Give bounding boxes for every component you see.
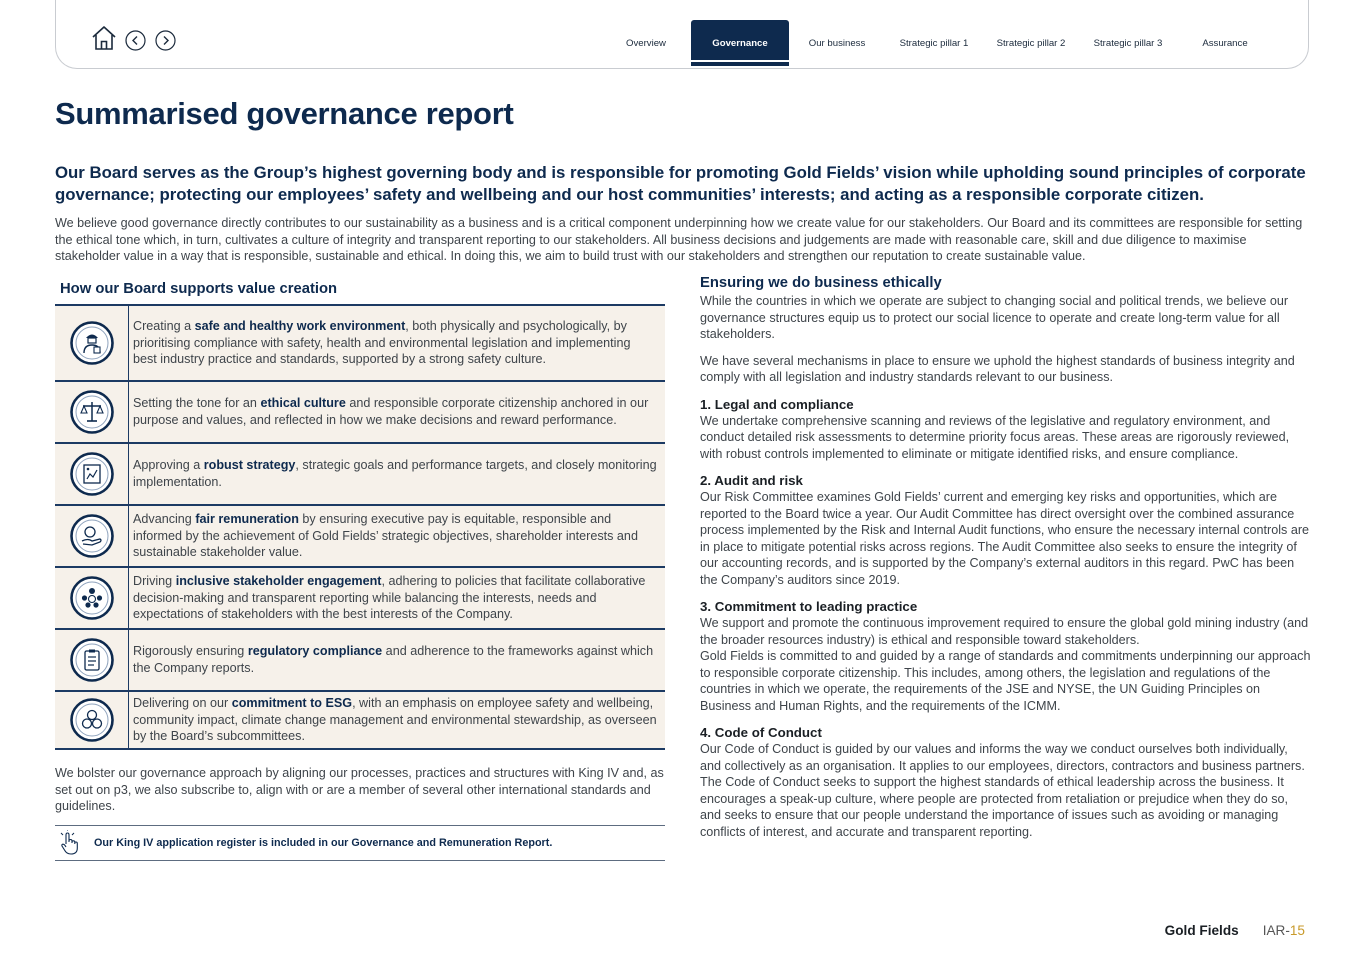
value-row-pre: Advancing [133,511,196,526]
clipboard-checklist-icon [70,638,114,682]
footer-report-prefix: IAR- [1262,923,1290,938]
ethics-heading: Ensuring we do business ethically [700,275,942,291]
footer-brand: Gold Fields [1164,923,1239,938]
section-title-audit: 2. Audit and risk [700,473,803,488]
value-row-highlight: commitment to ESG [231,695,353,710]
value-row-pre: Approving a [133,458,204,473]
page-number: 15 [1289,923,1305,938]
value-row-pre: Creating a [133,318,195,333]
ethics-paragraph-2: We have several mechanisms in place to ensure we uphold the highest standards of business integrity and comply with all legislation and industry standards relevant to our business. [700,353,1295,384]
tab-strategic-pillar-1[interactable]: Strategic pillar 1 [899,37,969,49]
intro-paragraph: We believe good governance directly contributes to our sustainability as a business and is a critical component underpinning how we create value for our stakeholders. Our Board and its committees are responsible for setting the ethical tone which, in turn, cultivates a culture of integrity and transparent reporting to our stakeholders. All business decisions and judgements are made with reasonable care, skill and due diligence to maximise stakeholder value in a way that is responsible, sustainable and ethical. In doing this, we aim to build trust with our stakeholders and strengthen our reputation to create sustainable value. [55,216,1303,263]
safety-worker-icon [70,321,114,365]
value-row-icon-cell [55,506,129,566]
tab-assurance[interactable]: Assurance [1202,37,1248,49]
tab-strategic-pillar-2[interactable]: Strategic pillar 2 [996,37,1066,49]
value-row-text [129,382,665,442]
value-row-text [129,444,665,504]
value-row-icon-cell [55,692,129,748]
value-row-highlight: ethical culture [260,396,346,411]
tab-overview[interactable]: Overview [626,37,666,49]
value-row [55,444,665,506]
strategy-board-icon [70,452,114,496]
section-body-leading-practice: We support and promote the continuous improvement required to ensure the global gold mining industry (and the broader resources industry) is ethical and responsible toward stakeholders. [700,616,1309,647]
value-row-post: , with an emphasis on employee safety and wellbeing, community impact, climate change management and environmental stewardship, as overseen by the Board’s subcommittees. [133,695,657,744]
ethics-section [700,274,1312,840]
value-row [55,568,665,630]
king-iv-note[interactable] [55,825,665,861]
page-title: Summarised governance report [55,96,514,131]
value-row-icon-cell [55,306,129,380]
value-row-text [129,630,665,690]
top-navigation [55,0,1309,69]
value-row [55,630,665,692]
tab-our-business[interactable]: Our business [808,37,866,49]
value-row [55,506,665,568]
value-row-highlight: inclusive stakeholder engagement [175,573,382,588]
hand-pointer-icon [57,830,81,856]
page-footer [1165,923,1305,938]
section-body-audit: Our Risk Committee examines Gold Fields’ current and emerging key risks and opportunities, which are reported to the Board twice a year. Our Audit Committee has direct oversight over the combined assurance process implemented by the Risk and Internal Audit functions, who ensure the necessary internal controls are in place to mitigate potential risks across regions. The Audit Committee also seeks to ensure the integrity of our accounting records, and is supported by the Company’s external auditors in this regard. PwC has been the Company’s auditors since 2019. [700,490,1310,587]
value-row [55,692,665,750]
value-row-highlight: fair remuneration [195,511,299,526]
value-row-text [129,506,665,566]
section-body-code-of-conduct: Our Code of Conduct is guided by our values and informs the way we conduct ourselves both individually, and collectively as an organisation. It applies to our employees, directors, contractors and business partners. The Code of Conduct seeks to support the highest standards of ethical leadership across the business. It encourages a speak-up culture, where people are protected from retaliation or prejudice when they do so, and seeks to ensure that our people understand the importance of issues such as avoiding or managing conflicts of interest, and accurate and transparent reporting. [700,742,1305,839]
value-row-pre: Rigorously ensuring [133,644,248,659]
value-row-icon-cell [55,568,129,628]
esg-icon [70,698,114,742]
value-row [55,306,665,382]
value-row-post: , strategic goals and performance targets, and closely monitoring implementation. [133,458,657,489]
value-creation-table [55,304,665,750]
value-row [55,382,665,444]
value-row-text [129,568,665,628]
section-body-leading-practice-2: Gold Fields is committed to and guided by a range of standards and commitments underpinning our approach to responsible corporate citizenship. This includes, among others, the legislation and regulations of the countries in which we operate, the requirements of the JSE and NYSE, the UN Guiding Principles on Business and Human Rights, and the requirements of the ICMM. [700,649,1311,713]
value-row-highlight: robust strategy [203,458,296,473]
intro-statement: Our Board serves as the Group’s highest governing body and is responsible for promoting Gold Fields’ vision while upholding sound principles of corporate governance; protecting our employees’ safety and wellbeing and our host communities’ interests; and acting as a responsible corporate citizen. [55,163,1306,204]
value-row-pre: Driving [133,573,176,588]
value-row-text [129,692,665,748]
nav-icon-group [90,24,185,52]
king-iv-paragraph: We bolster our governance approach by aligning our processes, practices and structures with King IV and, as set out on p3, we also subscribe to, align with or are a member of several other international standards and guidelines. [55,766,664,814]
value-row-icon-cell [55,444,129,504]
tab-governance[interactable]: Governance [691,20,789,66]
value-row-text [129,306,665,380]
value-row-post: by ensuring executive pay is equitable, responsible and informed by the achievement of Gold Fields’ strategic objectives, shareholder interests and sustainable stakeholder value. [133,511,638,560]
value-row-post: , adhering to policies that facilitate collaborative decision-making and transparent reporting while balancing the interests, needs and expectations of stakeholders with the best interests of the Company. [133,573,646,622]
section-title-leading-practice: 3. Commitment to leading practice [700,599,918,614]
section-body-legal: We undertake comprehensive scanning and reviews of the legislative and regulatory environment, and conduct detailed risk assessments to determine priority focus areas. These areas are rigorously reviewed, with robust controls implemented to eliminate or mitigate identified risks, and ensure compliance. [700,413,1290,461]
home-icon[interactable] [90,24,118,52]
value-row-post: and adherence to the frameworks against which the Company reports. [133,644,654,675]
chevron-left-icon[interactable] [125,30,146,51]
value-row-post: and responsible corporate citizenship anchored in our purpose and values, and reflected in how we make decisions and reward performance. [133,396,649,427]
value-creation-heading: How our Board supports value creation [60,281,338,297]
value-row-pre: Setting the tone for an [133,396,261,411]
section-title-legal: 1. Legal and compliance [700,396,854,412]
section-title-code-of-conduct: 4. Code of Conduct [700,725,822,740]
nav-tabs [601,20,1273,66]
scales-icon [70,390,114,434]
value-row-icon-cell [55,630,129,690]
chevron-right-icon[interactable] [155,30,176,51]
ethics-paragraph-1: While the countries in which we operate are subject to changing social and political trends, we believe our governance structures equip us to protect our social licence to operate and create long-term value for all stakeholders. [700,294,1289,341]
remuneration-hand-icon [70,514,114,558]
value-row-highlight: regulatory compliance [247,644,383,659]
value-row-pre: Delivering on our [133,695,232,710]
value-row-highlight: safe and healthy work environment [194,318,406,333]
stakeholders-icon [70,576,114,620]
tab-strategic-pillar-3[interactable]: Strategic pillar 3 [1093,37,1163,49]
value-row-post: , both physically and psychologically, by prioritising compliance with safety, health and environmental legislation and implementing best industry practice and standards, supported by a strong safety culture. [133,318,631,367]
king-iv-note-text: Our King IV application register is included in our Governance and Remuneration Report. [94,837,553,849]
value-row-icon-cell [55,382,129,442]
